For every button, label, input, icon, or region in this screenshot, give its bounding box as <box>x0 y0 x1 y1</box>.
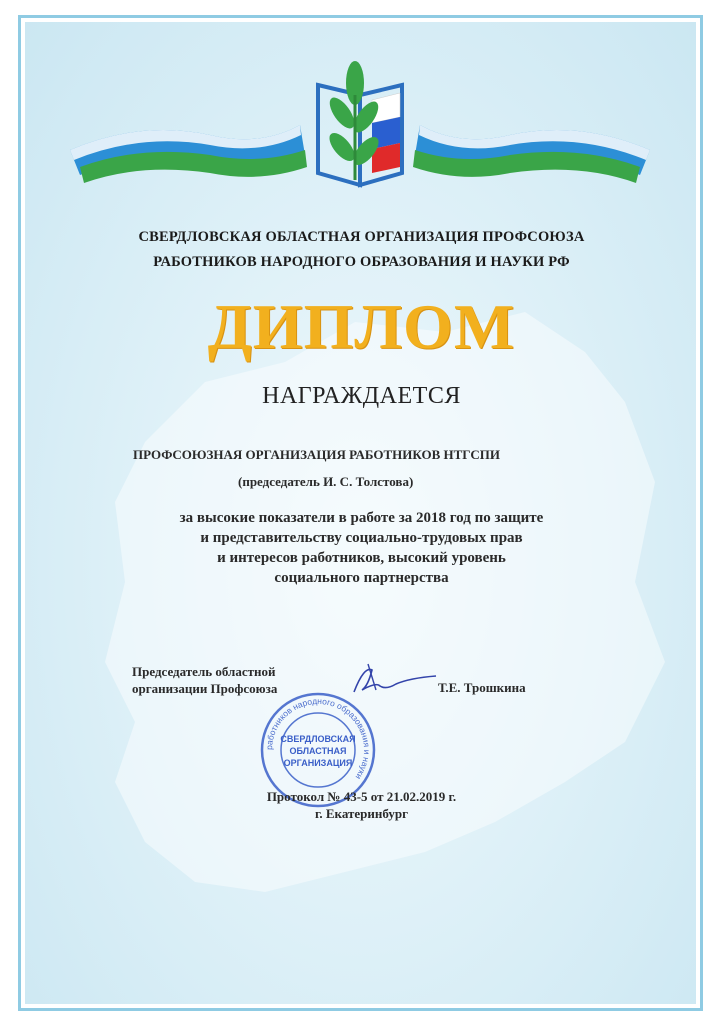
stamp-text-line: СВЕРДЛОВСКАЯ <box>280 734 356 744</box>
signatory-title <box>132 663 277 697</box>
recipient-name: ПРОФСОЮЗНАЯ ОРГАНИЗАЦИЯ РАБОТНИКОВ НТГСПИ <box>133 447 500 462</box>
signatory-title-line: организации Профсоюза <box>132 681 278 696</box>
union-emblem <box>60 55 660 195</box>
diploma-title: ДИПЛОМ <box>207 291 516 362</box>
org-name-line1: СВЕРДЛОВСКАЯ ОБЛАСТНАЯ ОРГАНИЗАЦИЯ ПРОФСОЮЗА <box>138 229 585 245</box>
reason-line: за высокие показатели в работе за 2018 год по защите <box>179 510 544 526</box>
awarded-heading: НАГРАЖДАЕТСЯ <box>262 383 461 409</box>
org-name-line2: РАБОТНИКОВ НАРОДНОГО ОБРАЗОВАНИЯ И НАУКИ РФ <box>153 254 570 270</box>
reason-line: и интересов работников, высокий уровень <box>217 550 506 566</box>
protocol-reference: Протокол № 43-5 от 21.02.2019 г. <box>266 789 457 804</box>
award-reason <box>0 508 723 588</box>
signatory-title-line: Председатель областной <box>132 664 276 679</box>
stamp-text-line: ОБЛАСТНАЯ <box>289 746 347 756</box>
stamp-ring-text: работников народного образования и науки <box>263 695 373 782</box>
stamp-text-line: ОРГАНИЗАЦИЯ <box>283 758 353 768</box>
issue-city: г. Екатеринбург <box>314 806 409 821</box>
signatory-name: Т.Е. Трошкина <box>438 680 526 695</box>
recipient-chair: (председатель И. С. Толстова) <box>238 474 414 489</box>
reason-line: и представительству социально-трудовых прав <box>200 530 523 546</box>
reason-line: социального партнерства <box>274 570 449 586</box>
